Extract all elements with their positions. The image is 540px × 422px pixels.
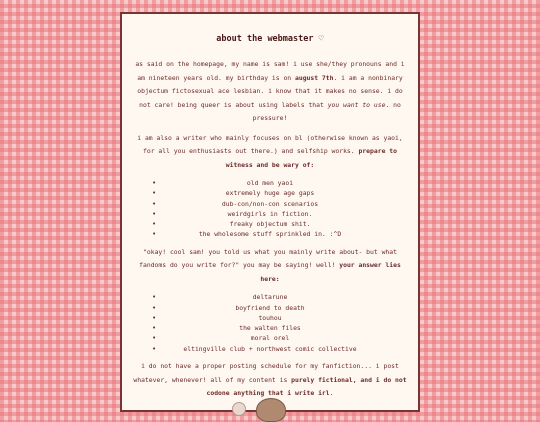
list-item: • weirdgirls in fiction. [130, 209, 410, 219]
list-item: • the wholesome stuff sprinkled in. :^D [130, 229, 410, 239]
fandoms-bold: your answer lies here: [260, 261, 401, 283]
fandom-list [130, 292, 410, 354]
wary-list [130, 178, 410, 240]
fandoms-text: "okay! cool sam! you told us what you mainly write about- but what fandoms do you write for?" you may be saying! well! [139, 247, 397, 270]
list-item: • touhou [130, 313, 410, 323]
avatar-row [232, 398, 312, 418]
list-item: • eltingville club + northwest comic collective [130, 344, 410, 354]
writer-bold: prepare to witness and be wary of: [225, 147, 397, 169]
page-title: about the webmaster ♡ [216, 34, 324, 44]
intro-emphasis: you want to use [327, 100, 386, 109]
list-item: • extremely huge age gaps [130, 188, 410, 198]
closing-text: i do not have a proper posting schedule for my fanfiction... i post whatever, whenever! all of my content is [133, 362, 399, 384]
closing-paragraph [130, 360, 410, 401]
list-item: • moral orel [130, 333, 410, 343]
fandoms-paragraph [130, 246, 410, 287]
closing-bold: purely fictional, and i do not codone anything that i write irl [206, 375, 407, 398]
closing-text-end: . [329, 389, 334, 398]
list-item: • dub-con/non-con scenarios [130, 199, 410, 209]
intro-paragraph [130, 58, 410, 126]
intro-text-3: . no pressure! [252, 100, 401, 122]
avatar [232, 402, 246, 416]
list-item: • old men yaoi [130, 178, 410, 188]
avatar [256, 398, 286, 422]
birthday-text: august 7th [295, 73, 334, 82]
list-item: • the walten files [130, 323, 410, 333]
intro-text-2: . i am a nonbinary objectum fictosexual ace lesbian. i know that it makes no sense. i do not care! being queer is about using labels that [137, 73, 403, 109]
writer-paragraph [130, 132, 410, 173]
list-item: • freaky objectum shit. [130, 219, 410, 229]
intro-text-1: as said on the homepage, my name is sam! i use she/they pronouns and i am nineteen years old. my birthday is on [135, 60, 405, 82]
about-panel [120, 12, 420, 412]
list-item: • boyfriend to death [130, 303, 410, 313]
writer-text: i am also a writer who mainly focuses on bl (otherwise known as yaoi, for all you enthusiasts out there.) and selfship works. [137, 133, 403, 155]
list-item: • deltarune [130, 292, 410, 302]
